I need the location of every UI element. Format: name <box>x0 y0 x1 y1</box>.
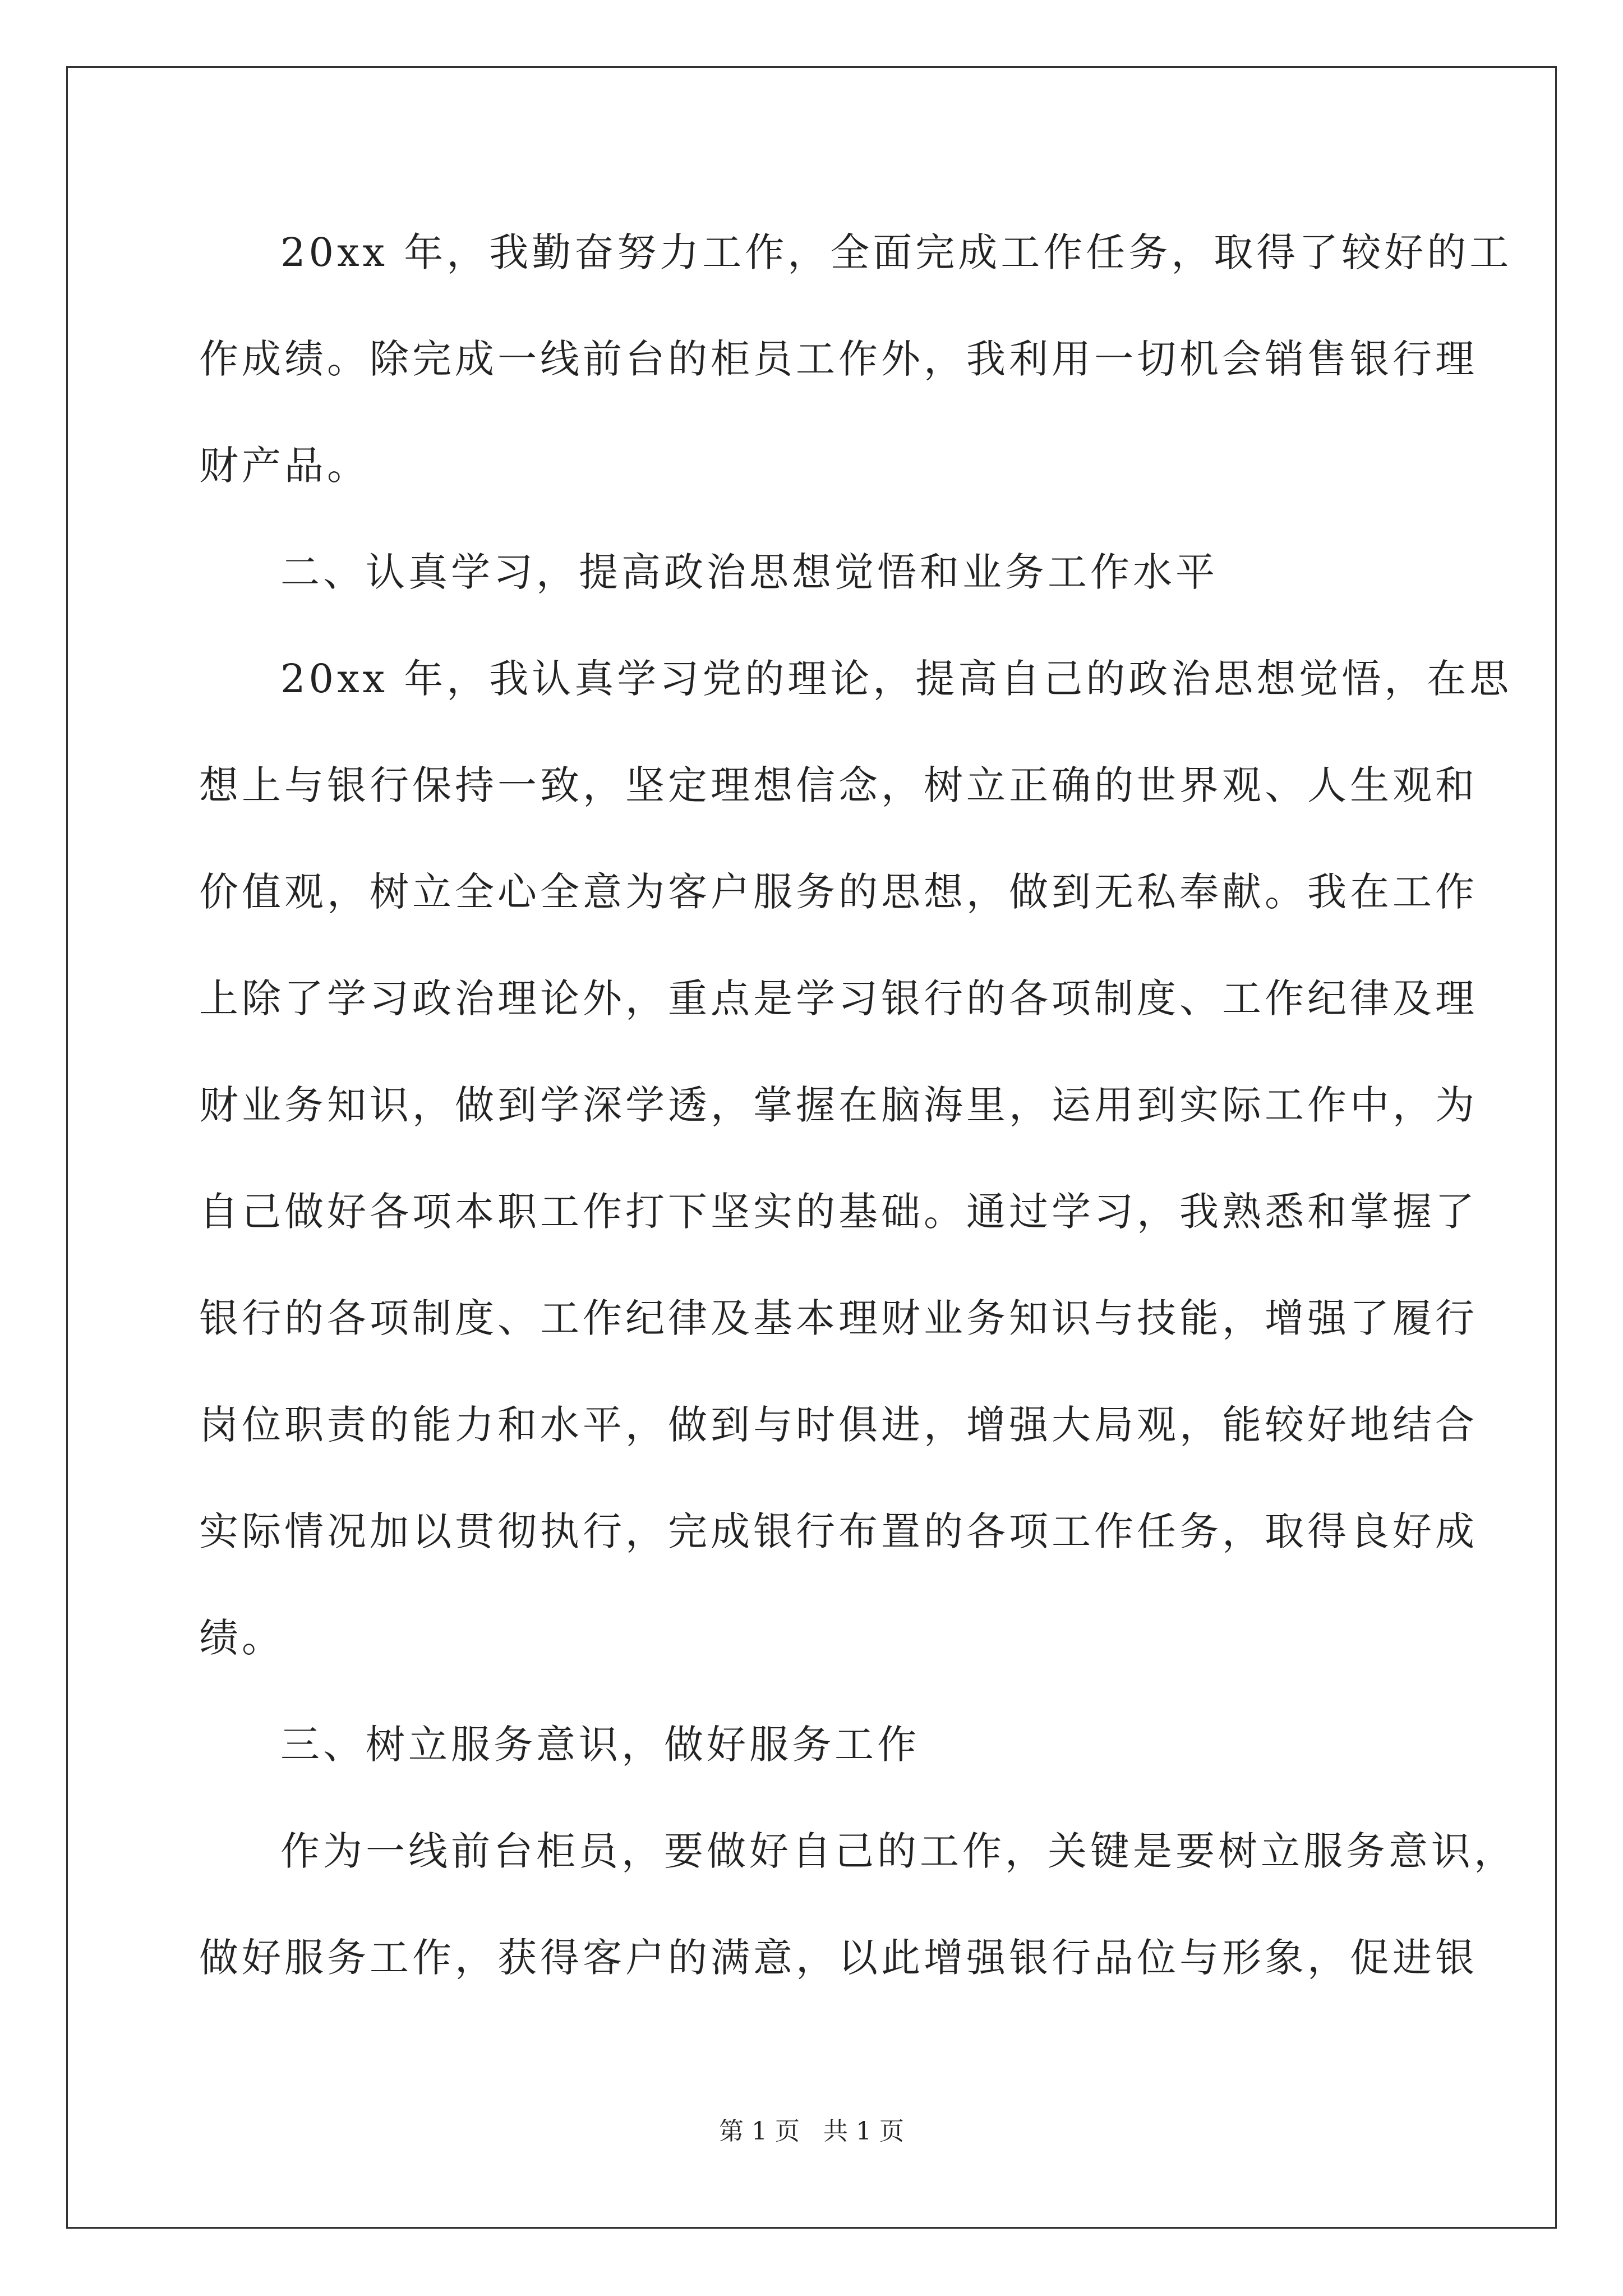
paragraph-2-line-5: 财业务知识，做到学深学透，掌握在脑海里，运用到实际工作中，为 <box>199 1082 1478 1128</box>
page-number-footer: 第 1 页 共 1 页 <box>719 2117 904 2146</box>
paragraph-2-line-8: 岗位职责的能力和水平，做到与时俱进，增强大局观，能较好地结合 <box>199 1402 1478 1448</box>
paragraph-3-line-2: 做好服务工作，获得客户的满意，以此增强银行品位与形象，促进银 <box>199 1935 1478 1981</box>
paragraph-2-line-6: 自己做好各项本职工作打下坚实的基础。通过学习，我熟悉和掌握了 <box>199 1189 1478 1235</box>
section-heading-2: 二、认真学习，提高政治思想觉悟和业务工作水平 <box>280 549 1218 595</box>
section-heading-3: 三、树立服务意识，做好服务工作 <box>280 1722 920 1768</box>
paragraph-2-line-9: 实际情况加以贯彻执行，完成银行布置的各项工作任务，取得良好成 <box>199 1508 1478 1554</box>
paragraph-1-line-1: 20xx 年，我勤奋努力工作，全面完成工作任务，取得了较好的工 <box>280 229 1513 275</box>
paragraph-2-line-1: 20xx 年，我认真学习党的理论，提高自己的政治思想觉悟，在思 <box>280 656 1513 702</box>
paragraph-3-line-1: 作为一线前台柜员，要做好自己的工作，关键是要树立服务意识， <box>280 1828 1516 1874</box>
paragraph-2-line-3: 价值观，树立全心全意为客户服务的思想，做到无私奉献。我在工作 <box>199 869 1478 915</box>
paragraph-1-line-2: 作成绩。除完成一线前台的柜员工作外，我利用一切机会销售银行理 <box>199 336 1478 382</box>
paragraph-2-line-4: 上除了学习政治理论外，重点是学习银行的各项制度、工作纪律及理 <box>199 976 1478 1022</box>
paragraph-2-line-10: 绩。 <box>199 1615 284 1661</box>
page-border <box>66 66 1557 2229</box>
paragraph-2-line-7: 银行的各项制度、工作纪律及基本理财业务知识与技能，增强了履行 <box>199 1295 1478 1341</box>
paragraph-2-line-2: 想上与银行保持一致，坚定理想信念，树立正确的世界观、人生观和 <box>199 762 1478 808</box>
paragraph-1-line-3: 财产品。 <box>199 443 370 489</box>
